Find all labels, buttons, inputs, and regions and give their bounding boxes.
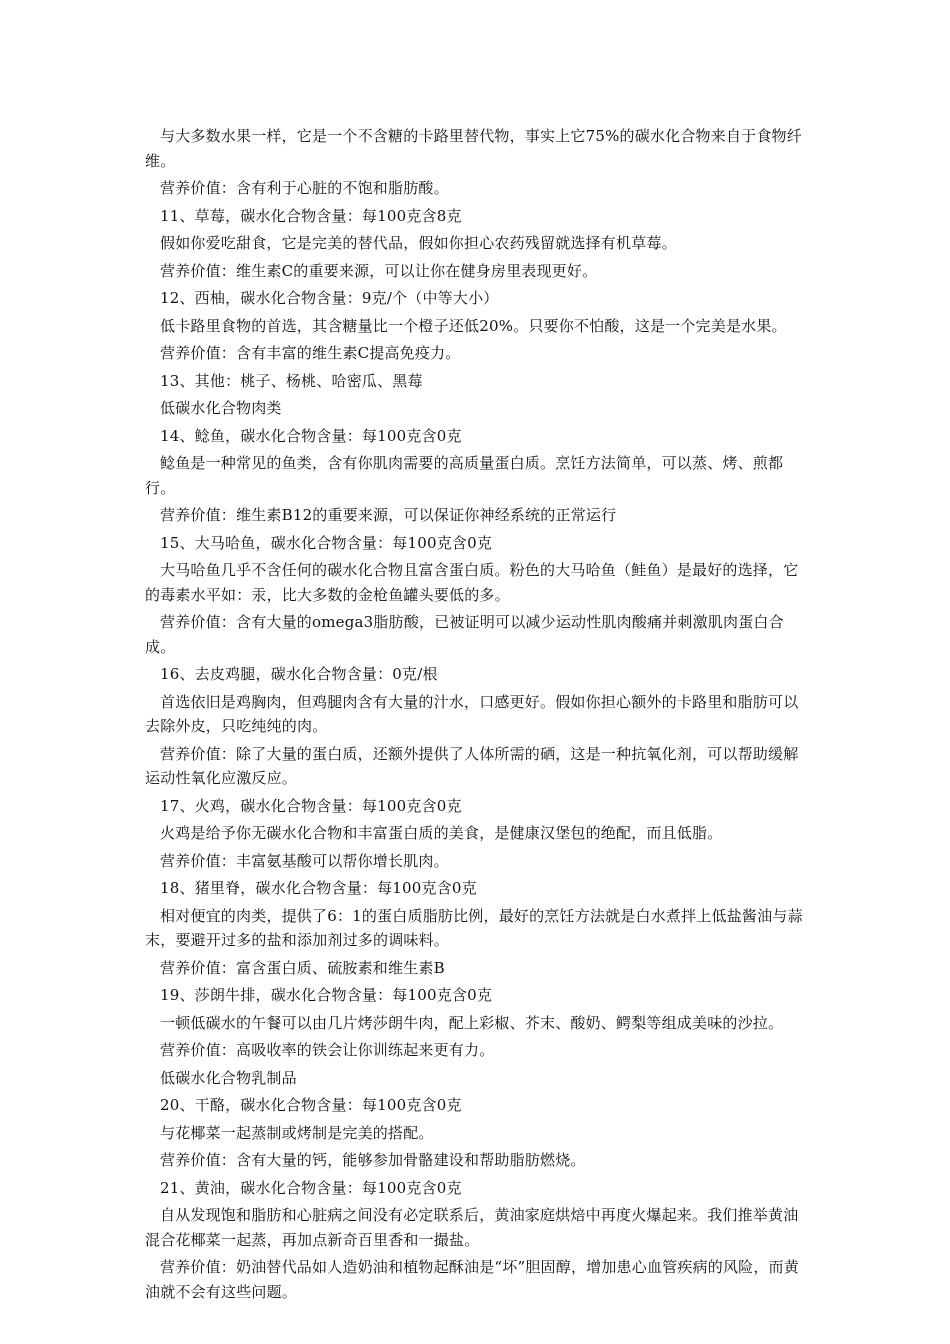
paragraph: 低卡路里食物的首选，其含糖量比一个橙子还低20%。只要你不怕酸，这是一个完美是水果。: [160, 316, 787, 335]
paragraph: 火鸡是给予你无碳水化合物和丰富蛋白质的美食，是健康汉堡包的绝配，而且低脂。: [160, 824, 723, 842]
category-heading: 低碳水化合物乳制品: [160, 1068, 297, 1087]
paragraph: 与大多数水果一样，它是一个不含糖的卡路里替代物，事实上它75%的碳水化合物来自于食物纤维。: [145, 127, 802, 170]
section-heading: 18、猪里脊，碳水化合物含量：每100克含0克: [160, 879, 477, 897]
paragraph: 自从发现饱和脂肪和心脏病之间没有必定联系后，黄油家庭烘焙中再度火爆起来。我们推举黄油混合花椰菜一起蒸，再加点新奇百里香和一撮盐。: [145, 1206, 799, 1249]
section-heading: 12、西柚，碳水化合物含量：9克/个（中等大小）: [160, 289, 499, 307]
section-heading: 11、草莓，碳水化合物含量：每100克含8克: [160, 206, 462, 225]
paragraph: 营养价值：富含蛋白质、硫胺素和维生素B: [160, 958, 445, 977]
section-heading: 13、其他：桃子、杨桃、哈密瓜、黑莓: [160, 371, 423, 390]
paragraph: 首选依旧是鸡胸肉，但鸡腿肉含有大量的汁水，口感更好。假如你担心额外的卡路里和脂肪可以去除外皮，只吃纯纯的肉。: [145, 692, 799, 735]
category-heading: 低碳水化合物肉类: [160, 399, 282, 417]
paragraph: 营养价值：含有大量的omega3脂肪酸，已被证明可以减少运动性肌肉酸痛并刺激肌肉蛋白合成。: [145, 613, 784, 656]
paragraph: 营养价值：含有利于心脏的不饱和脂肪酸。: [160, 179, 449, 197]
section-heading: 19、莎朗牛排，碳水化合物含量：每100克含0克: [160, 986, 493, 1004]
section-heading: 15、大马哈鱼，碳水化合物含量：每100克含0克: [160, 533, 493, 552]
paragraph: 营养价值：含有丰富的维生素C提高免疫力。: [160, 344, 461, 362]
paragraph: 大马哈鱼几乎不含任何的碳水化合物且富含蛋白质。粉色的大马哈鱼（鲑鱼）是最好的选择，它的毒素水平如：汞，比大多数的金枪鱼罐头要低的多。: [145, 561, 799, 604]
paragraph: 营养价值：丰富氨基酸可以帮你增长肌肉。: [160, 851, 449, 870]
section-heading: 17、火鸡，碳水化合物含量：每100克含0克: [160, 796, 462, 815]
section-heading: 16、去皮鸡腿，碳水化合物含量：0克/根: [160, 665, 438, 683]
paragraph: 相对便宜的肉类，提供了6：1的蛋白质脂肪比例，最好的烹饪方法就是白水煮拌上低盐酱油与蒜末，要避开过多的盐和添加剂过多的调味料。: [145, 906, 803, 949]
paragraph: 营养价值：维生素B12的重要来源，可以保证你神经系统的正常运行: [160, 506, 617, 524]
paragraph: 假如你爱吃甜食，它是完美的替代品，假如你担心农药残留就选择有机草莓。: [160, 234, 677, 252]
section-heading: 20、干酪，碳水化合物含量：每100克含0克: [160, 1096, 462, 1114]
paragraph: 与花椰菜一起蒸制或烤制是完美的搭配。: [160, 1123, 434, 1142]
paragraph: 一顿低碳水的午餐可以由几片烤莎朗牛肉，配上彩椒、芥末、酸奶、鳄梨等组成美味的沙拉。: [160, 1013, 784, 1032]
paragraph: 鲶鱼是一种常见的鱼类，含有你肌肉需要的高质量蛋白质。烹饪方法简单，可以蒸、烤、煎都行。: [145, 454, 784, 497]
paragraph: 营养价值：奶油替代品如人造奶油和植物起酥油是“坏”胆固醇，增加患心血管疾病的风险，而黄油就不会有这些问题。: [145, 1258, 799, 1301]
section-heading: 14、鲶鱼，碳水化合物含量：每100克含0克: [160, 426, 462, 445]
document-body: [145, 124, 813, 1307]
paragraph: 营养价值：高吸收率的铁会让你训练起来更有力。: [160, 1041, 495, 1059]
section-heading: 21、黄油，碳水化合物含量：每100克含0克: [160, 1178, 462, 1197]
paragraph: 营养价值：维生素C的重要来源，可以让你在健身房里表现更好。: [160, 261, 598, 280]
paragraph: 营养价值：含有大量的钙，能够参加骨骼建设和帮助脂肪燃烧。: [160, 1151, 586, 1169]
paragraph: 营养价值：除了大量的蛋白质，还额外提供了人体所需的硒，这是一种抗氧化剂，可以帮助缓解运动性氧化应激反应。: [145, 744, 799, 787]
